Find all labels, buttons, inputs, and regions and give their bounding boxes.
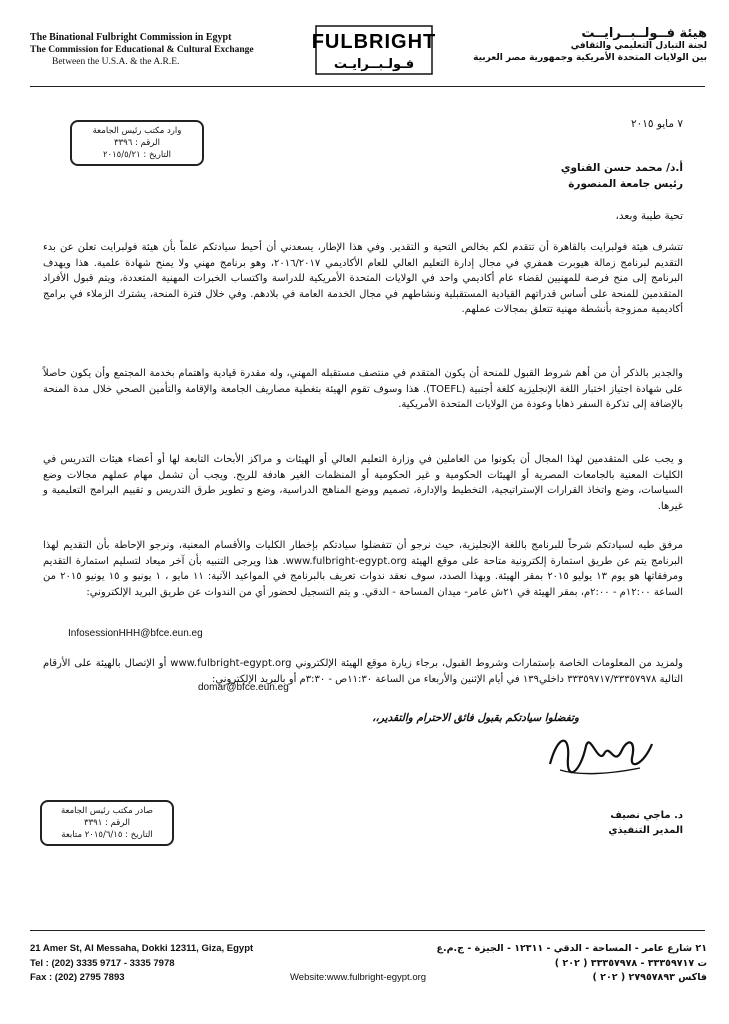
incoming-stamp (70, 120, 204, 166)
stamp-title: وارد مكتب رئيس الجامعة (92, 126, 182, 136)
stamp-date: التاريخ : ٢٠١٥/٦/١٥ متابعة (61, 830, 153, 840)
stamp-number: الرقم : ٣٣٩٦ (114, 138, 160, 148)
fulbright-logo (310, 24, 438, 76)
commission-between-en: Between the U.S.A. & the A.R.E. (52, 57, 180, 67)
info-session-email: InfosessionHHH@bfce.eun.eg (68, 628, 203, 639)
footer-tel-ar: ت ٣٣٣٥٩٧١٧ - ٣٣٣٥٧٩٧٨ ( ٢٠٢ ) (554, 957, 707, 969)
body-paragraph-2: والجدير بالذكر أن من أهم شروط القبول للمنحة أن يكون المتقدم في منتصف مستقبله المهني، وله مقدرة قيادية واهتمام بخدمة المجتمع وأن يكون حاصلاً على شهادة اجتياز اختبار اللغة الإنجليزية كلغة أجنبية (TOEFL). هذا وسوف تقوم الهيئة بتغطية مصاريف الجامعة والإقامة والتأمين الصحي خلال مدة المنحة بالإضافة إلى تذكرة السفر ذهابا وعودة من الولايات المتحدة الأمريكية. (43, 368, 683, 410)
footer-fax-ar: فاكس ٢٧٩٥٧٨٩٣ ( ٢٠٢ ) (592, 972, 707, 983)
logo-text-ar: فـولـبــرايـت (333, 57, 415, 72)
outgoing-stamp (40, 800, 174, 846)
signature-graphic (540, 724, 660, 784)
header-divider (30, 86, 705, 87)
signer-name: د. ماجي نصيف (610, 810, 683, 821)
body-paragraph-3: و يجب على المتقدمين لهذا المجال أن يكونوا من العاملين في وزارة التعليم العالي أو الهيئات و مراكز الأبحاث التابعة لها أو أعضاء هيئات التدريس في الكليات المعنية بالجامعات المصرية أو الهيئات الحكومية و غير الحكومية أو المنظمات الغير هادفة للربح. ويجب أن تشمل مهام عملهم مجالات وضع السياسات، وضع واتخاذ القرارات الإستراتيجية، التخطيط والإدارة، تصميم ووضع المناهج الدراسية، وضع و تطوير طرق التدريس و تقييم البرامج التعليمية و غيرها. (43, 454, 683, 512)
footer-website: Website:www.fulbright-egypt.org (290, 972, 427, 983)
letterhead-arabic (447, 28, 707, 64)
body-paragraph-1: تتشرف هيئة فولبرايت بالقاهرة أن تتقدم لكم بخالص التحية و التقدير. وفي هذا الإطار، يسعدني أن أحيط سيادتكم علماً بأن هيئة فولبرايت تعلن عن بدء التقديم لبرنامج زمالة هيوبرت همفري في مجال إدارة التعليم العالي للعام الأكاديمي ٢٠١٦/٢٠١٧، وهو برنامج مهني ولا يمنح شهادة علمية. هذا ويهدف البرنامج إلى منح فرصة للمهنيين لقضاء عام أكاديمي واحد في الولايات المتحدة الأمريكية للدراسة واكتساب الخبرات المهنية المتعددة، ويتم قبول الأفراد المتقدمين للمنحة على أساس قدراتهم القيادية المستقبلية ونشاطهم في مجال الخدمة العامة في بلادهم. وفي خلال فترة المنحة، يشترك الزملاء في برامج أكاديمية ممزوجة بأنشطة مهنية تتعلق بمجالات عملهم. (43, 242, 683, 315)
footer-address-ar: ٢١ شارع عامر - المساحة - الدقي - ١٢٣١١ - الجيزة - ج.م.ع (436, 943, 707, 954)
footer-divider (30, 930, 705, 931)
recipient-title: رئيس جامعة المنصورة (568, 178, 683, 190)
stamp-number: الرقم : ٣٣٩١ (84, 818, 130, 828)
recipient-block (561, 160, 683, 192)
stamp-title: صادر مكتب رئيس الجامعة (60, 806, 154, 816)
footer-fax-en: Fax : (202) 2795 7893 (30, 972, 125, 983)
logo-text-en: FULBRIGHT (311, 31, 437, 53)
signer-block (608, 808, 683, 838)
commission-between-ar: بين الولايات المتحدة الأمريكية وجمهورية مصر العربية (473, 53, 707, 63)
footer-arabic (437, 942, 708, 986)
footer-english (30, 942, 253, 986)
footer-address-en: 21 Amer St, Al Messaha, Dokki 12311, Giza, Egypt (30, 943, 254, 954)
greeting: تحية طيبة وبعد، (615, 210, 683, 222)
commission-name-en: The Binational Fulbright Commission in Egypt (30, 32, 232, 43)
handwritten-signature (540, 724, 660, 784)
body-paragraph-5: ولمزيد من المعلومات الخاصة بإستمارات وشروط القبول، برجاء زيارة موقع الهيئة الإلكتروني www.fulbright-egypt.org أو الإتصال بالهيئة على الأرقام التالية ٣٣٣٥٩٧١٧/٣٣٣٥٧٩٧٨ داخلي١٣٩ في أيام الإثنين والأربعاء من الساعة ١١:٣٠ص - ٣:٣٠م أو بالبريد الإلكتروني: (43, 658, 683, 685)
stamp-date: التاريخ : ٢٠١٥/٥/٢١ (102, 150, 172, 160)
recipient-name: أ.د/ محمد حسن القناوي (560, 162, 683, 174)
commission-subtitle-ar: لجنة التبادل التعليمي والثقافي (570, 41, 707, 51)
letter-date: ٧ مايو ٢٠١٥ (630, 118, 683, 130)
signer-title: المدير التنفيذي (608, 825, 683, 836)
contact-email: domar@bfce.eun.eg (198, 682, 289, 693)
commission-name-ar: هيئة فــولــبــرايــت (581, 26, 707, 41)
letterhead-english (30, 32, 300, 68)
closing-line: وتفضلوا سيادتكم بقبول فائق الاحترام والتقدير،، (372, 712, 579, 724)
commission-subtitle-en: The Commission for Educational & Cultural Exchange (30, 45, 254, 55)
fulbright-logo-graphic (310, 24, 438, 76)
body-paragraph-4: مرفق طيه لسيادتكم شرحاً للبرنامج باللغة الإنجليزية، حيث نرجو أن تتفضلوا سيادتكم بإخطار الكليات والأقسام المعنية، ونرجو الإحاطة بأن التقديم لهذا البرنامج يتم عن طريق استمارة إلكترونية متاحة على موقع الهيئة www.fulbright-egypt.org. هذا ويرجى التنبيه بأن آخر ميعاد لتسليم استمارة التقديم ومرفقاتها هو يوم ١٣ يوليو ٢٠١٥ بمقر الهيئة. وبهذا الصدد، سوف نعقد ندوات تعريف بالبرنامج في المواعيد الآتية: ١١ مايو ، ١ يونيو و ١٥ يونيو ٢٠١٥ من الساعة ١٢:٠٠م - ٢:٠٠م، بمقر الهيئة في ٢١ش عامر- ميدان المساحة - الدقي. و يتم التسجيل لحضور أي من الندوات عن طريق البريد الإلكتروني: (43, 540, 683, 598)
footer-tel-en: Tel : (202) 3335 9717 - 3335 7978 (30, 957, 175, 969)
